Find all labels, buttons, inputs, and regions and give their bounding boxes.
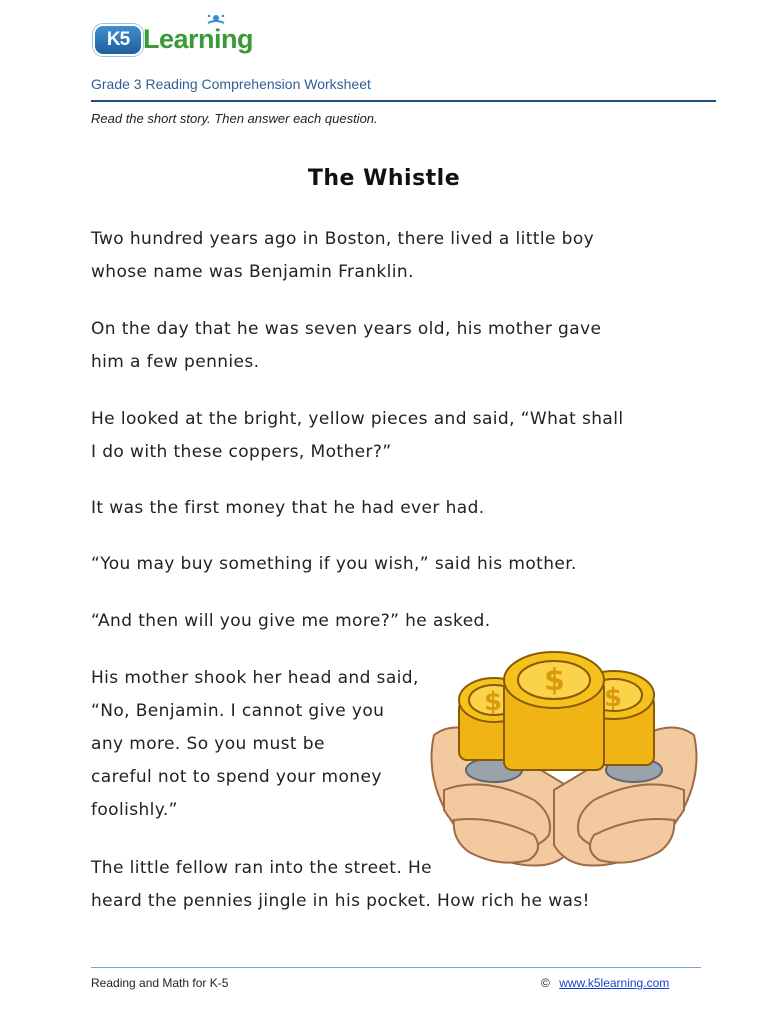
website-link[interactable]: www.k5learning.com [559,976,670,990]
story-line: whose name was Benjamin Franklin. [91,262,414,282]
story-line: His mother shook her head and said, [91,668,419,688]
story-paragraph-7 [91,662,419,827]
svg-text:$: $ [604,683,623,713]
story-paragraph-1 [91,223,594,289]
worksheet-subtitle: Grade 3 Reading Comprehension Worksheet [91,76,371,92]
hands-holding-coins-illustration [424,640,704,880]
story-line: On the day that he was seven years old, his mother gave [91,319,602,339]
logo-person-icon [206,14,226,32]
header-divider [91,100,716,102]
svg-text:$: $ [484,687,503,717]
story-line: “No, Benjamin. I cannot give you [91,701,385,721]
story-line: I do with these coppers, Mother?” [91,442,392,462]
story-line: foolishly.” [91,800,178,820]
svg-text:$: $ [544,663,565,698]
story-line: any more. So you must be [91,734,325,754]
story-line: The little fellow ran into the street. He [91,858,433,878]
story-title: The Whistle [307,166,461,191]
logo-wordmark: Learning [143,24,254,54]
instructions: Read the short story. Then answer each question. [91,111,378,126]
story-line: him a few pennies. [91,352,260,372]
story-line: It was the first money that he had ever had. [91,498,485,518]
story-line: Two hundred years ago in Boston, there lived a little boy [91,229,595,249]
story-paragraph-5 [91,548,577,581]
logo-badge: K5 [93,24,143,56]
story-line: heard the pennies jingle in his pocket. How rich he was! [91,891,590,911]
footer-divider [91,967,701,968]
story-line: He looked at the bright, yellow pieces and said, “What shall [91,409,624,429]
story-paragraph-3 [91,403,623,469]
story-paragraph-2 [91,313,601,379]
story-paragraph-4 [91,492,485,525]
story-line: careful not to spend your money [91,767,382,787]
story-line: “And then will you give me more?” he asked. [91,611,491,631]
story-line: “You may buy something if you wish,” said his mother. [91,554,577,574]
story-paragraph-6 [91,605,491,638]
footer-copyright [541,976,669,990]
footer-tagline: Reading and Math for K-5 [91,976,229,990]
copyright-symbol: © [541,976,550,990]
